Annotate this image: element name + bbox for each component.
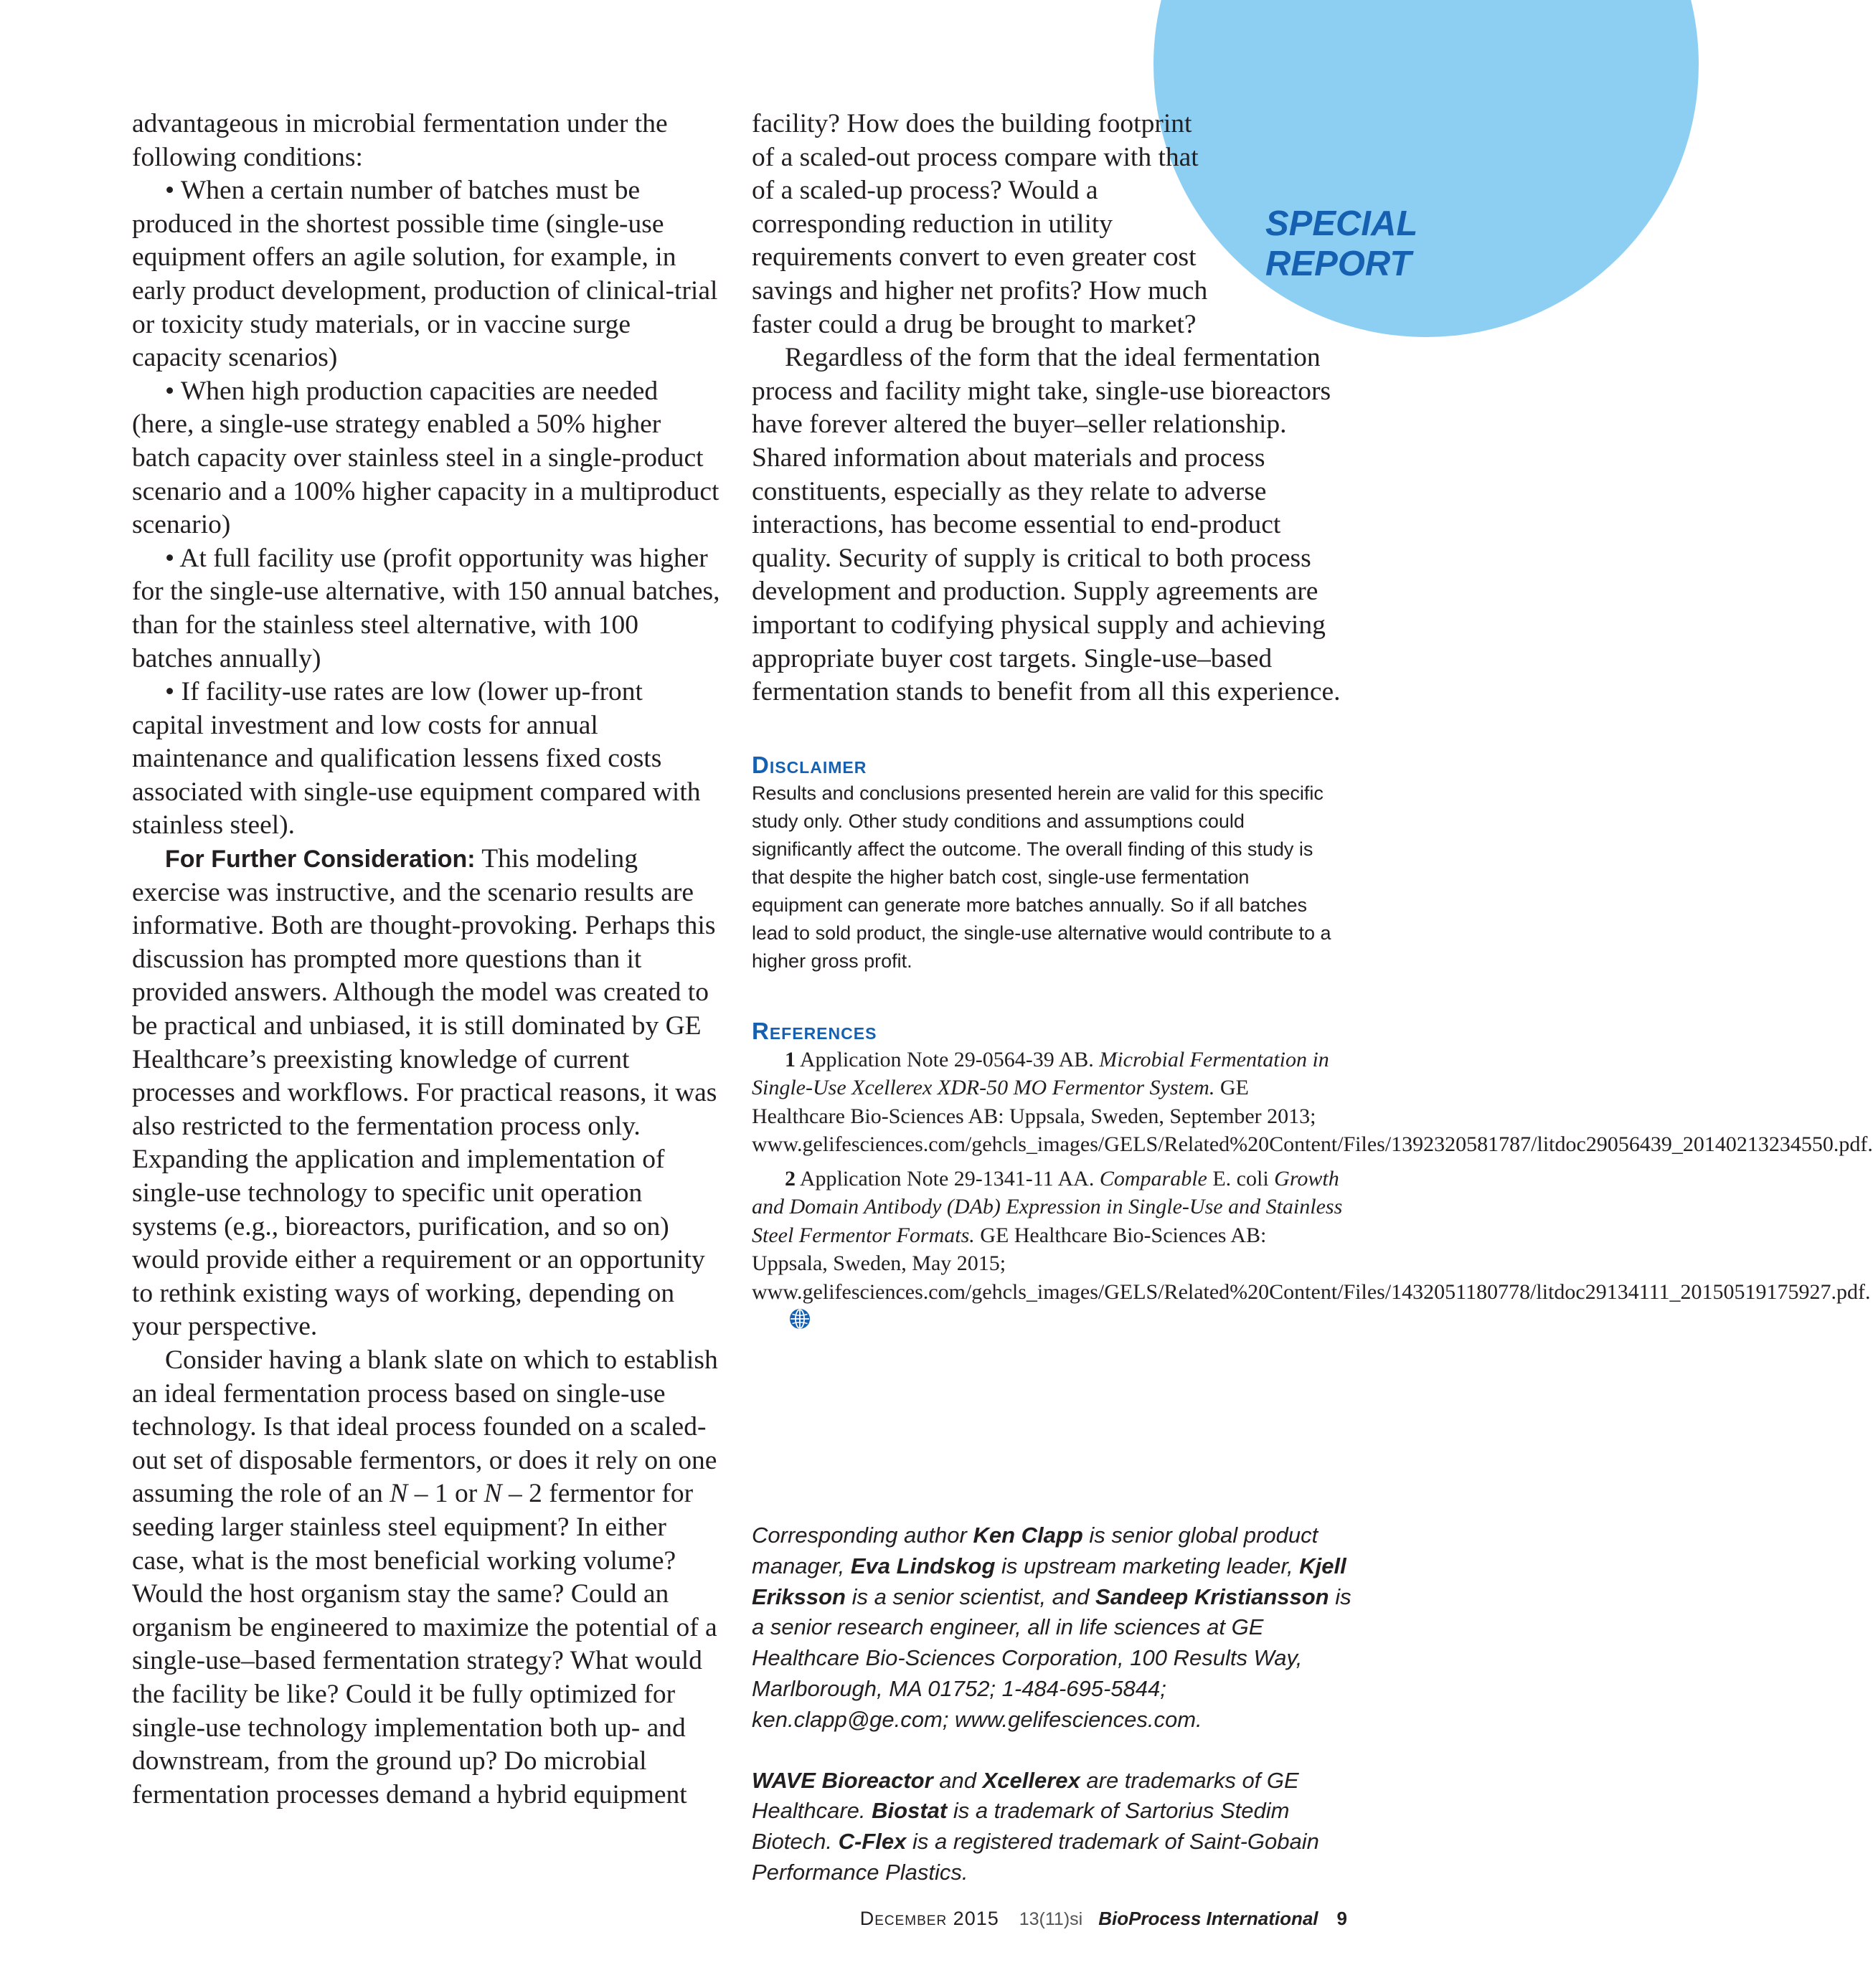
trademark-name: C-Flex (838, 1829, 907, 1855)
bio-text: is a senior scientist, and (845, 1584, 1096, 1609)
disclaimer-text: Results and conclusions presented herein are valid for this specific study only. Other study conditions and assumptions could significantly affect the outcome. The overall finding of this study is that despite the higher batch cost, single-use fermentation equipment can generate more batches annually. So if all batches lead to sold product, the single-use alternative would contribute to a higher gross profit. (752, 782, 1331, 972)
author-name: Ken Clapp (973, 1523, 1083, 1548)
author-paragraph (752, 1520, 1354, 1736)
paragraph-text: – 2 fermentor for seeding larger stainless steel equipment? In either case, what is the most beneficial working volume? Would the host organism stay the same? Could an organism be engineered to maximize the potential of a single-use–based fermentation strategy? What would the facility be like? Could it be fully optimized for single-use technology implementation both up- and downstream, from the ground up? Do microbial fermentation processes demand a hybrid equipment (132, 1479, 717, 1809)
bullet-item: • If facility-use rates are low (lower up-front capital investment and low costs for annual maintenance and qualification lessens fixed costs associated with single-use equipment compared with stainless steel). (132, 677, 701, 841)
reference-title: Microbial Fermentation in Single-Use Xcellerex XDR-50 MO Fermentor System. (752, 1047, 1329, 1100)
trademark-text: is a registered trademark of Saint-Gobain Performance Plastics. (752, 1829, 1319, 1885)
paragraph-text: Consider having a blank slate on which to establish an ideal fermentation process based on single-use technology. Is that ideal process founded on a scaled-out set of disposable fermentors, or does it rely on one assuming the role of an (132, 1345, 718, 1509)
trademark-text: and (933, 1767, 983, 1793)
author-bio (752, 1520, 1354, 1888)
references-list (752, 1046, 1873, 1335)
trademark-text: are trademarks of GE Healthcare. (752, 1767, 1299, 1824)
bio-text: is upstream marketing leader, (995, 1553, 1300, 1578)
variable-n: N (483, 1479, 502, 1509)
trademark-notice (752, 1766, 1354, 1888)
bullet-item: • At full facility use (profit opportunity was higher for the single-use alternative, with 150 annual batches, than for the stainless steel alternative, with 100 batches annually) (132, 543, 720, 673)
paragraph-text: – 1 or (407, 1479, 484, 1509)
paragraph-intro: advantageous in microbial fermentation under the following conditions: (132, 109, 668, 172)
page-number: 9 (1336, 1908, 1347, 1929)
author-name: Kjell Eriksson (752, 1553, 1346, 1609)
paragraph-facility: facility? How does the building footprint of a scaled-out process compare with that of a scaled-up process? Would a corresponding reduction in utility requirements convert to even greater cost savings and higher net profits? How much faster could a drug be brought to market? (752, 109, 1208, 339)
reference-text: Application Note 29-0564-39 AB. (796, 1047, 1100, 1071)
badge-line-2: REPORT (1265, 245, 1412, 283)
run-in-heading: For Further Consideration: (165, 846, 476, 874)
reference-title: Growth and Domain Antibody (DAb) Expression in Single-Use and Stainless Steel Fermentor Formats. (752, 1166, 1343, 1247)
disclaimer-heading: Disclaimer (752, 751, 867, 778)
trademark-text: is a trademark of Sartorius Stedim Biotech. (752, 1798, 1290, 1855)
trademark-name: WAVE Bioreactor (752, 1767, 933, 1793)
author-name: Sandeep Kristiansson (1095, 1584, 1329, 1609)
trademark-name: Xcellerex (982, 1767, 1080, 1793)
footer-journal: BioProcess International (1098, 1908, 1318, 1929)
footer-issue: 13(11)si (1019, 1909, 1083, 1929)
trademark-name: Biostat (872, 1798, 948, 1824)
reference-number: 2 (785, 1166, 796, 1191)
author-name: Eva Lindskog (850, 1553, 996, 1578)
bio-text: Corresponding author (752, 1523, 973, 1548)
reference-item (752, 1165, 1871, 1335)
globe-icon[interactable] (756, 1308, 778, 1330)
reference-text: GE Healthcare Bio-Sciences AB: Uppsala, Sweden, May 2015; www.gelifesciences.com/gehcls_images/GELS/Related%20Content/Files/1432051180778/litdoc29134111_20150519175927.pdf. (752, 1223, 1871, 1304)
bullet-item: • When high production capacities are needed (here, a single-use strategy enabled a 50% higher batch capacity over stainless steel in a single-product scenario and a 100% higher capacity in a multiproduct scenario) (132, 376, 720, 540)
reference-number: 1 (785, 1047, 796, 1071)
references-heading: References (752, 1017, 877, 1044)
reference-text: E. coli (1207, 1166, 1275, 1191)
variable-n: N (390, 1479, 408, 1509)
badge-line-1: SPECIAL (1265, 204, 1418, 243)
page-footer (752, 1908, 1347, 1930)
paragraph-further-consideration (132, 843, 720, 1344)
paragraph-text: This modeling exercise was instructive, and the scenario results are informative. Both are thought-provoking. Perhaps this discussion has prompted more questions than it provided answers. Although the model was created to be practical and unbiased, it is still dominated by GE Healthcare’s preexisting knowledge of current processes and workflows. For practical reasons, it was also restricted to the fermentation process only. Expanding the application and implementation of single-use technology to specific unit operation systems (e.g., bioreactors, purification, and so on) would provide either a requirement or an opportunity to rethink existing ways of working, depending on your perspective. (132, 844, 717, 1342)
bio-text: is senior global product manager, (752, 1523, 1318, 1578)
bio-text: is a senior research engineer, all in life sciences at GE Healthcare Bio-Sciences Corporation, 100 Results Way, Marlborough, MA 01752; 1-484-695-5844; ken.clapp@ge.com; www.gelifesciences.com. (752, 1584, 1351, 1732)
reference-title: Comparable (1099, 1166, 1207, 1191)
reference-text: Application Note 29-1341-11 AA. (796, 1166, 1100, 1191)
right-column (752, 108, 1873, 1335)
paragraph-regardless: Regardless of the form that the ideal fermentation process and facility might take, single-use bioreactors have forever altered the buyer–seller relationship. Shared information about materials and process constituents, especially as they relate to adverse interactions, has become essential to end-product quality. Security of supply is critical to both process development and production. Supply agreements are important to codifying physical supply and achieving appropriate buyer cost targets. Single-use–based fermentation stands to benefit from all this experience. (752, 343, 1341, 707)
paragraph-consider (132, 1344, 720, 1812)
footer-date: December 2015 (859, 1908, 999, 1929)
reference-item (752, 1046, 1873, 1159)
reference-text: GE Healthcare Bio-Sciences AB: Uppsala, Sweden, September 2013; www.gelifesciences.com/gehcls_images/GELS/Related%20Content/Files/1392320581787/litdoc29056439_20140213234550.pdf. (752, 1076, 1873, 1157)
left-column (132, 108, 720, 1812)
bullet-item: • When a certain number of batches must be produced in the shortest possible time (single-use equipment offers an agile solution, for example, in early product development, production of clinical-trial or toxicity study materials, or in vaccine surge capacity scenarios) (132, 176, 718, 373)
